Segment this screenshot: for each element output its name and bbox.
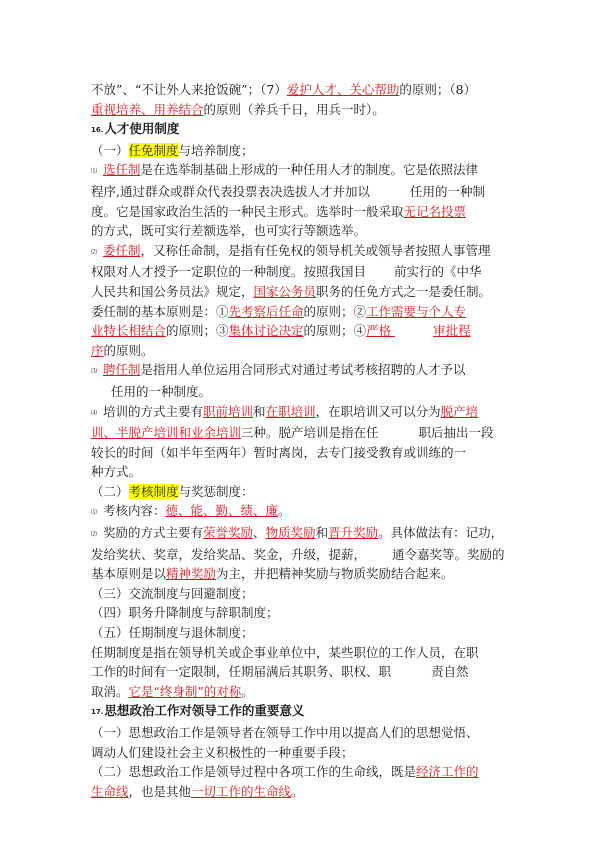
text: （一） bbox=[91, 142, 129, 158]
item-number: ⑶ bbox=[91, 368, 98, 376]
emphasis-text: 生命线 bbox=[91, 783, 129, 799]
text-line bbox=[91, 382, 541, 402]
text: 的原则；③ bbox=[166, 323, 229, 339]
subheading bbox=[91, 584, 541, 604]
text: 的方式，既可实行差额选举，也可实行等额选举。 bbox=[91, 223, 367, 239]
text: 为主，并把精神奖励与物质奖励结合起来。 bbox=[216, 566, 454, 582]
text: 人民共和国公务员法》规定， bbox=[91, 283, 254, 299]
emphasis-text: 精神奖励 bbox=[166, 566, 217, 582]
text: 度。它是国家政治生活的一种民主形式。选举时一般采取 bbox=[91, 203, 404, 219]
emphasis-text: 晋升奖励 bbox=[328, 525, 379, 541]
text: 任用的一种制 bbox=[409, 183, 485, 199]
text: 较长的时间（如半年至两年）暂时离岗，去专门接受教育或训练的一 bbox=[91, 444, 467, 460]
text: 的原则（养兵千日，用兵一时）。 bbox=[203, 101, 385, 117]
item-number: ⑵ bbox=[91, 248, 98, 256]
section-number: 17. bbox=[91, 708, 104, 717]
text: 和 bbox=[253, 403, 266, 419]
text-line bbox=[91, 423, 541, 443]
text: ，又称任命制，是指有任免权的领导机关或领导者按照人事管理 bbox=[140, 242, 491, 258]
text-line bbox=[91, 682, 541, 702]
text: 前实行的《中华 bbox=[394, 264, 482, 280]
emphasis-text: 审批程 bbox=[433, 323, 471, 339]
text: 委任制的基本原则是：① bbox=[91, 303, 229, 319]
emphasis-text: 严格 bbox=[366, 323, 392, 339]
emphasis-text: 一切工作的生命线 bbox=[191, 783, 292, 799]
emphasis-text: 它是“终身制”的对称 bbox=[128, 683, 242, 699]
text: 的原则；② bbox=[303, 303, 367, 319]
text-line bbox=[91, 182, 541, 202]
text: 。具体做法有：记功， bbox=[378, 525, 504, 541]
text-line bbox=[91, 302, 541, 322]
emphasis-text: 国家公务员 bbox=[253, 283, 317, 299]
text: 培训的方式主要有 bbox=[103, 403, 204, 419]
text: 的原则；④ bbox=[303, 323, 367, 339]
text: 通令嘉奖等。奖励的 bbox=[392, 546, 505, 562]
subheading bbox=[91, 141, 541, 161]
text: 。 bbox=[278, 503, 291, 519]
text: 不放”、“不让外人来抢饭碗”；（7） bbox=[91, 82, 287, 97]
text: （五）任期制度与退休制度； bbox=[91, 625, 254, 641]
text-line bbox=[91, 643, 541, 663]
text: （二） bbox=[91, 483, 129, 499]
text-line bbox=[91, 723, 541, 743]
emphasis-text: 脱产培 bbox=[440, 403, 479, 419]
emphasis-text: 工作需要与个人专 bbox=[366, 303, 467, 319]
emphasis-text: 先考察后任命 bbox=[228, 303, 304, 319]
text: 是指用人单位运用合同形式对通过考试考核招聘的人才予以 bbox=[140, 362, 466, 378]
text: 考核内容： bbox=[103, 503, 166, 519]
emphasis-text: 业特长相结合 bbox=[91, 323, 167, 339]
text: 、 bbox=[253, 525, 266, 541]
section-number: 16. bbox=[91, 126, 104, 135]
text: 职务的任免方式之一是委任制。 bbox=[316, 283, 492, 299]
text-line bbox=[91, 743, 541, 763]
text-line bbox=[91, 262, 541, 282]
emphasis-text: 训、半脱产培训和业余培训 bbox=[91, 425, 242, 441]
text-line bbox=[91, 662, 541, 682]
text: ，在职培训又可以分为 bbox=[315, 403, 441, 419]
emphasis-text: 序 bbox=[91, 342, 104, 358]
text-line bbox=[91, 762, 541, 782]
text: 种方式。 bbox=[91, 464, 142, 480]
text: 是在选举制基础上形成的一种任用人才的制度。它是依照法律 bbox=[140, 162, 479, 178]
text: 调动人们建设社会主义积极性的一种重要手段； bbox=[91, 744, 354, 760]
text: 与培养制度； bbox=[178, 142, 254, 158]
text: 权限对人才授予一定职位的一种制度。按照我国目 bbox=[91, 264, 367, 280]
text-line bbox=[91, 501, 541, 523]
text-line bbox=[91, 321, 541, 341]
text: 的原则；（8） bbox=[399, 82, 477, 97]
text: （一）思想政治工作是领导者在领导工作中用以提高人们的思想觉悟、 bbox=[91, 725, 479, 740]
text-line bbox=[91, 360, 541, 382]
emphasis-text: 德、能、勤、绩、廉 bbox=[165, 503, 279, 519]
section-title: 思想政治工作对领导工作的重要意义 bbox=[104, 703, 305, 719]
item-number: ⑷ bbox=[91, 409, 98, 417]
emphasis-text: 选任制 bbox=[103, 162, 141, 178]
text-line bbox=[91, 221, 541, 241]
highlight-text: 考核制度 bbox=[128, 483, 179, 499]
emphasis-text: 集体讨论决定 bbox=[228, 323, 304, 339]
subheading bbox=[91, 623, 541, 643]
emphasis-text: 在职培训 bbox=[265, 403, 316, 419]
text-line bbox=[91, 462, 541, 482]
emphasis-text: 经济工作的 bbox=[416, 764, 479, 780]
text: 和 bbox=[315, 525, 329, 541]
text-line bbox=[91, 523, 541, 545]
text: ，也是其他 bbox=[128, 783, 192, 799]
text-line bbox=[91, 402, 541, 424]
text: 任期制度是指在领导机关或企事业单位中，某些职位的工作人员，在职 bbox=[91, 644, 479, 660]
document-body bbox=[91, 80, 541, 801]
item-number: ⑴ bbox=[91, 168, 98, 176]
text: （二）思想政治工作是领导过程中各项工作的生命线，既是 bbox=[91, 764, 417, 780]
text: 工作的时间有一定限制，任期届满后其职务、职权、职 bbox=[91, 664, 392, 680]
text: 与奖惩制度： bbox=[178, 483, 254, 499]
emphasis-text: 委任制 bbox=[103, 242, 141, 258]
text-line bbox=[91, 241, 541, 263]
highlight-text: 任免制度 bbox=[128, 142, 179, 158]
text: 职后抽出一段 bbox=[418, 425, 494, 441]
text-line bbox=[91, 782, 541, 802]
text: （三）交流制度与回避制度； bbox=[91, 585, 254, 601]
text: 任用的一种制度。 bbox=[111, 383, 212, 399]
item-number: ⑴ bbox=[91, 509, 98, 517]
text: 。 bbox=[241, 683, 254, 699]
text-line bbox=[91, 282, 541, 302]
text-line bbox=[91, 100, 541, 120]
text-line bbox=[91, 80, 541, 100]
section-title: 人才使用制度 bbox=[104, 121, 180, 137]
text-line bbox=[91, 564, 541, 584]
text-line bbox=[91, 443, 541, 463]
emphasis-text: 聘任制 bbox=[103, 362, 141, 378]
text: 的原则。 bbox=[103, 342, 154, 358]
emphasis-text: 爱护人才、关心帮助 bbox=[286, 82, 400, 97]
text-line bbox=[91, 545, 541, 565]
text: 三种。脱产培训是指在任 bbox=[241, 425, 379, 441]
section-heading-16 bbox=[91, 119, 541, 141]
text: 。 bbox=[291, 783, 304, 799]
emphasis-text: 物质奖励 bbox=[265, 525, 316, 541]
text-line bbox=[91, 202, 541, 222]
text: （四）职务升降制度与辞职制度； bbox=[91, 605, 279, 621]
emphasis-text: 无记名投票 bbox=[403, 203, 467, 219]
underline-gap bbox=[391, 321, 433, 341]
text: 责自然 bbox=[431, 664, 469, 680]
text: 程序,通过群众或群众代表投票表决选拔人才并加以 bbox=[91, 183, 370, 199]
emphasis-text: 荣誉奖励 bbox=[203, 525, 254, 541]
text: 基本原则是以 bbox=[91, 566, 167, 582]
section-heading-17 bbox=[91, 701, 541, 723]
item-number: ⑵ bbox=[91, 531, 98, 539]
subheading bbox=[91, 482, 541, 502]
text-line bbox=[91, 341, 541, 361]
text-line bbox=[91, 160, 541, 182]
text: 奖励的方式主要有 bbox=[103, 525, 204, 541]
emphasis-text: 重视培养、用养结合 bbox=[91, 101, 204, 117]
emphasis-text: 职前培训 bbox=[203, 403, 254, 419]
text: 发给奖状、奖章，发给奖品、奖金，升级，提薪， bbox=[91, 546, 367, 562]
subheading bbox=[91, 603, 541, 623]
text: 取消。 bbox=[91, 683, 129, 699]
